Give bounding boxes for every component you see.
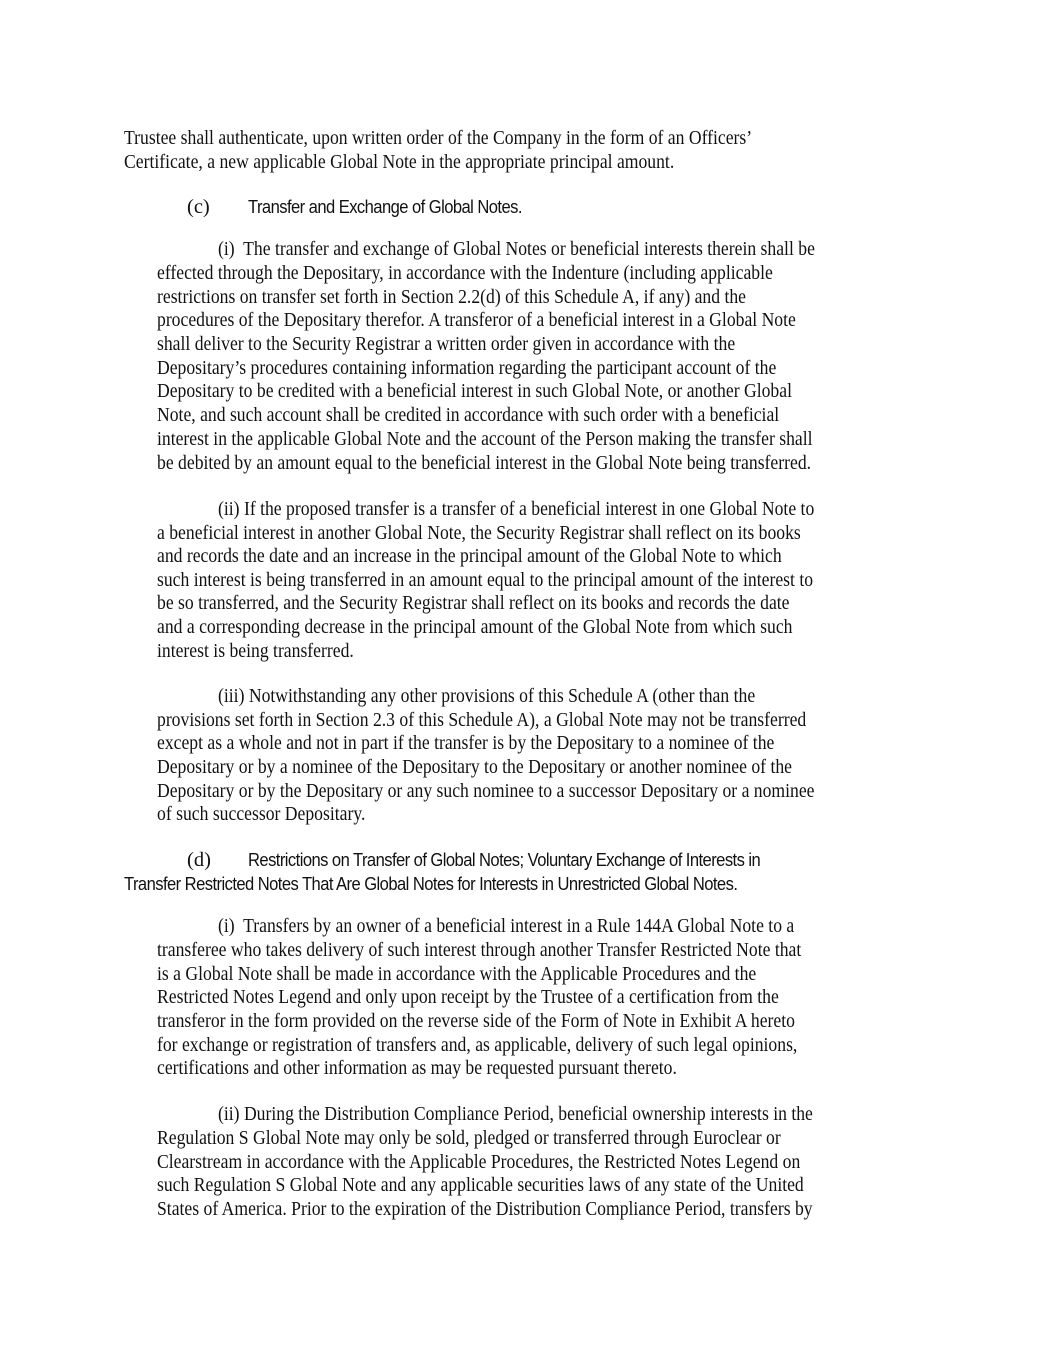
text-line: Regulation S Global Note may only be sold, pledged or transferred through Euroclear or: [157, 1127, 781, 1149]
text-line: is a Global Note shall be made in accordance with the Applicable Procedures and the: [157, 963, 757, 985]
text-line: Clearstream in accordance with the Applicable Procedures, the Restricted Notes Legend on: [157, 1151, 801, 1173]
text-line: procedures of the Depositary therefor. A transferor of a beneficial interest in a Global Note: [157, 309, 796, 331]
text-line: restrictions on transfer set forth in Section 2.2(d) of this Schedule A, if any) and the: [157, 286, 747, 308]
text-line: Trustee shall authenticate, upon written order of the Company in the form of an Officers’: [124, 127, 753, 149]
text-line: shall deliver to the Security Registrar a written order given in accordance with the: [157, 333, 736, 355]
text-line: Depositary’s procedures containing information regarding the participant account of the: [157, 357, 777, 379]
text-line: for exchange or registration of transfers and, as applicable, delivery of such legal opinions,: [157, 1034, 798, 1056]
text-line: interest is being transferred.: [157, 640, 354, 662]
text-line: of such successor Depositary.: [157, 803, 366, 825]
text-line: a beneficial interest in another Global Note, the Security Registrar shall reflect on its books: [157, 522, 801, 544]
text-line: certifications and other information as may be requested pursuant thereto.: [157, 1057, 677, 1079]
text-line: be so transferred, and the Security Registrar shall reflect on its books and records the date: [157, 592, 790, 614]
text-line: transferor in the form provided on the reverse side of the Form of Note in Exhibit A hereto: [157, 1010, 795, 1032]
text-line: (iii) Notwithstanding any other provisions of this Schedule A (other than the: [218, 685, 756, 707]
text-line: interest in the applicable Global Note and the account of the Person making the transfer shall: [157, 428, 813, 450]
text-line: Certificate, a new applicable Global Note in the appropriate principal amount.: [124, 151, 675, 173]
text-line: and a corresponding decrease in the principal amount of the Global Note from which such: [157, 616, 793, 638]
text-line: (i) Transfers by an owner of a beneficial interest in a Rule 144A Global Note to a: [218, 915, 795, 937]
text-line: such Regulation S Global Note and any applicable securities laws of any state of the United: [157, 1174, 804, 1196]
text-line: such interest is being transferred in an amount equal to the principal amount of the interest to: [157, 569, 814, 591]
text-line: (i) The transfer and exchange of Global Notes or beneficial interests therein shall be: [218, 238, 815, 260]
text-line: except as a whole and not in part if the transfer is by the Depositary to a nominee of the: [157, 732, 775, 754]
text-line: (ii) During the Distribution Compliance Period, beneficial ownership interests in the: [218, 1103, 813, 1125]
text-line: transferee who takes delivery of such interest through another Transfer Restricted Note that: [157, 939, 802, 961]
text-line: Depositary or by a nominee of the Depositary to the Depositary or another nominee of the: [157, 756, 792, 778]
text-line: Depositary to be credited with a beneficial interest in such Global Note, or another Global: [157, 380, 792, 402]
section-title: Transfer and Exchange of Global Notes.: [248, 197, 522, 217]
section-label: (d): [187, 849, 211, 871]
text-line: and records the date and an increase in the principal amount of the Global Note to which: [157, 545, 782, 567]
text-line: be debited by an amount equal to the beneficial interest in the Global Note being transferred.: [157, 452, 812, 474]
text-line: States of America. Prior to the expiration of the Distribution Compliance Period, transfers by: [157, 1198, 813, 1220]
text-line: Restricted Notes Legend and only upon receipt by the Trustee of a certification from the: [157, 986, 779, 1008]
text-line: effected through the Depositary, in accordance with the Indenture (including applicable: [157, 262, 773, 284]
section-title: Transfer Restricted Notes That Are Global Notes for Interests in Unrestricted Global Notes.: [124, 874, 738, 894]
text-line: Depositary or by the Depositary or any such nominee to a successor Depositary or a nominee: [157, 780, 815, 802]
text-line: provisions set forth in Section 2.3 of this Schedule A), a Global Note may not be transferred: [157, 709, 807, 731]
section-label: (c): [187, 196, 210, 218]
text-line: (ii) If the proposed transfer is a transfer of a beneficial interest in one Global Note to: [218, 498, 815, 520]
text-line: Note, and such account shall be credited in accordance with such order with a beneficial: [157, 404, 780, 426]
section-title: Restrictions on Transfer of Global Notes; Voluntary Exchange of Interests in: [248, 850, 761, 870]
